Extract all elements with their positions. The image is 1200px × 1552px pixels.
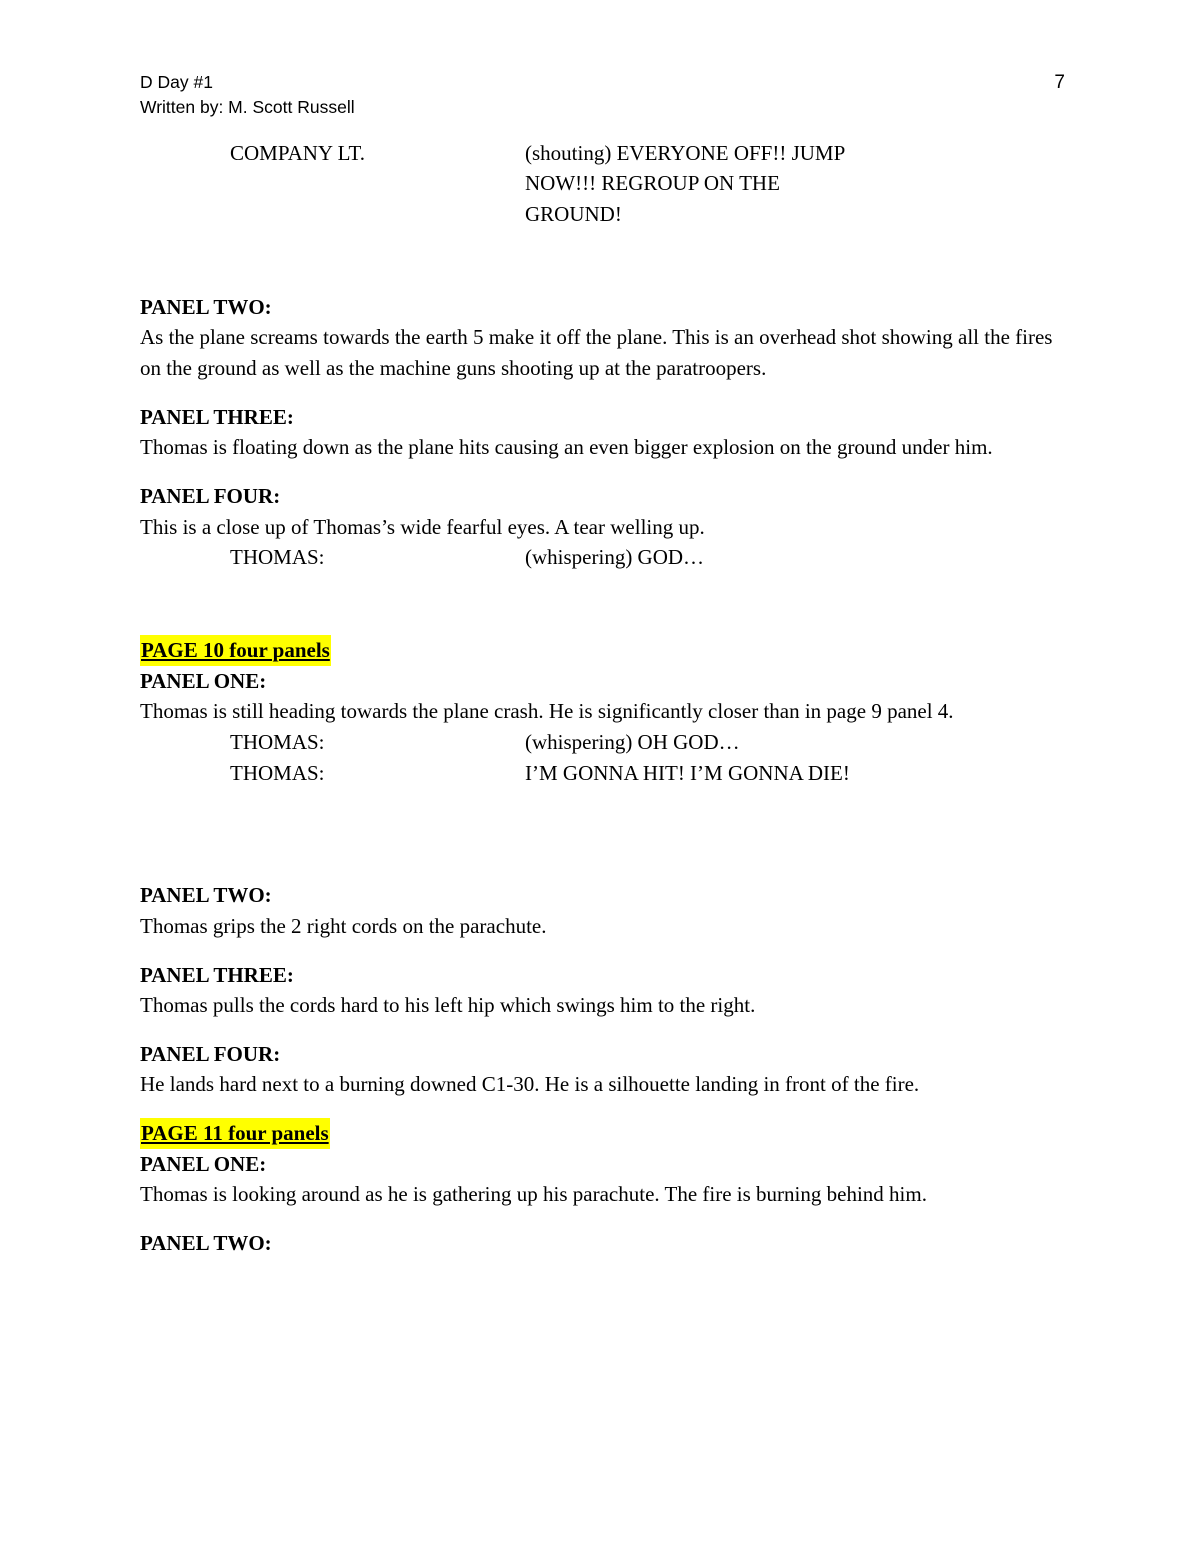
- dialogue-line: (shouting) EVERYONE OFF!! JUMP: [525, 140, 846, 165]
- spacer: [140, 1100, 1065, 1118]
- spacer: [140, 942, 1065, 960]
- page10-panel-four-description: He lands hard next to a burning downed C1-30. He is a silhouette landing in front of the fire.: [140, 1072, 920, 1097]
- script-title: D Day #1: [140, 72, 213, 92]
- spacer: [140, 1021, 1065, 1039]
- page11-panel-one-description: Thomas is looking around as he is gathering up his parachute. The fire is burning behind him.: [140, 1182, 927, 1207]
- spacer: [140, 463, 1065, 481]
- dialogue-line: (whispering) OH GOD…: [525, 729, 740, 754]
- page10-panel-one-description: Thomas is still heading towards the plane crash. He is significantly closer than in page 9 panel 4.: [140, 699, 954, 724]
- document-header: [140, 70, 1065, 120]
- dialogue-block: [230, 758, 1065, 789]
- dialogue-speaker: THOMAS:: [230, 729, 325, 754]
- panel-heading-one: PANEL ONE:: [140, 668, 267, 693]
- page-heading-11: PAGE 11 four panels: [140, 1118, 330, 1149]
- panel-two-description: As the plane screams towards the earth 5 make it off the plane. This is an overhead shot showing all the fires on the ground as well as the machine guns shooting up at the paratroopers.: [140, 325, 1053, 380]
- spacer: [140, 1210, 1065, 1228]
- spacer: [140, 230, 1065, 292]
- page11-panel-heading-one: PANEL ONE:: [140, 1151, 267, 1176]
- dialogue-speaker: COMPANY LT.: [230, 140, 365, 165]
- page-heading-10-wrap: [140, 635, 1065, 666]
- page10-panel-heading-three: PANEL THREE:: [140, 962, 294, 987]
- dialogue-block: [230, 727, 1065, 758]
- panel-heading-four: PANEL FOUR:: [140, 483, 281, 508]
- dialogue-speaker: THOMAS:: [230, 760, 325, 785]
- page-heading-10: PAGE 10 four panels: [140, 635, 331, 666]
- spacer: [140, 384, 1065, 402]
- page10-panel-heading-four: PANEL FOUR:: [140, 1041, 281, 1066]
- page-number: 7: [1054, 72, 1065, 93]
- dialogue-line: GROUND!: [525, 202, 622, 226]
- dialogue-lines: [525, 758, 1065, 789]
- dialogue-line: I’M GONNA HIT! I’M GONNA DIE!: [525, 760, 850, 785]
- dialogue-lines: [525, 542, 1065, 573]
- dialogue-block: [230, 138, 1065, 230]
- page-heading-11-wrap: [140, 1118, 1065, 1149]
- page10-panel-heading-two: PANEL TWO:: [140, 883, 272, 908]
- dialogue-lines: [525, 138, 1065, 230]
- spacer: [140, 573, 1065, 635]
- page10-panel-two-description: Thomas grips the 2 right cords on the parachute.: [140, 913, 547, 938]
- dialogue-line: NOW!!! REGROUP ON THE: [525, 171, 780, 196]
- page-content: [140, 70, 1065, 1259]
- dialogue-line: (whispering) GOD…: [525, 545, 705, 570]
- panel-heading-two: PANEL TWO:: [140, 294, 272, 319]
- spacer: [140, 788, 1065, 850]
- dialogue-lines: [525, 727, 1065, 758]
- page11-panel-heading-two: PANEL TWO:: [140, 1231, 272, 1256]
- dialogue-block: [230, 542, 1065, 573]
- panel-heading-three: PANEL THREE:: [140, 404, 294, 429]
- spacer: [140, 850, 1065, 880]
- dialogue-speaker: THOMAS:: [230, 545, 325, 570]
- spacer: [140, 120, 1065, 138]
- page10-panel-three-description: Thomas pulls the cords hard to his left hip which swings him to the right.: [140, 993, 756, 1018]
- script-author: Written by: M. Scott Russell: [140, 96, 355, 117]
- panel-three-description: Thomas is floating down as the plane hits causing an even bigger explosion on the ground under him.: [140, 435, 993, 460]
- panel-four-description: This is a close up of Thomas’s wide fearful eyes. A tear welling up.: [140, 514, 705, 539]
